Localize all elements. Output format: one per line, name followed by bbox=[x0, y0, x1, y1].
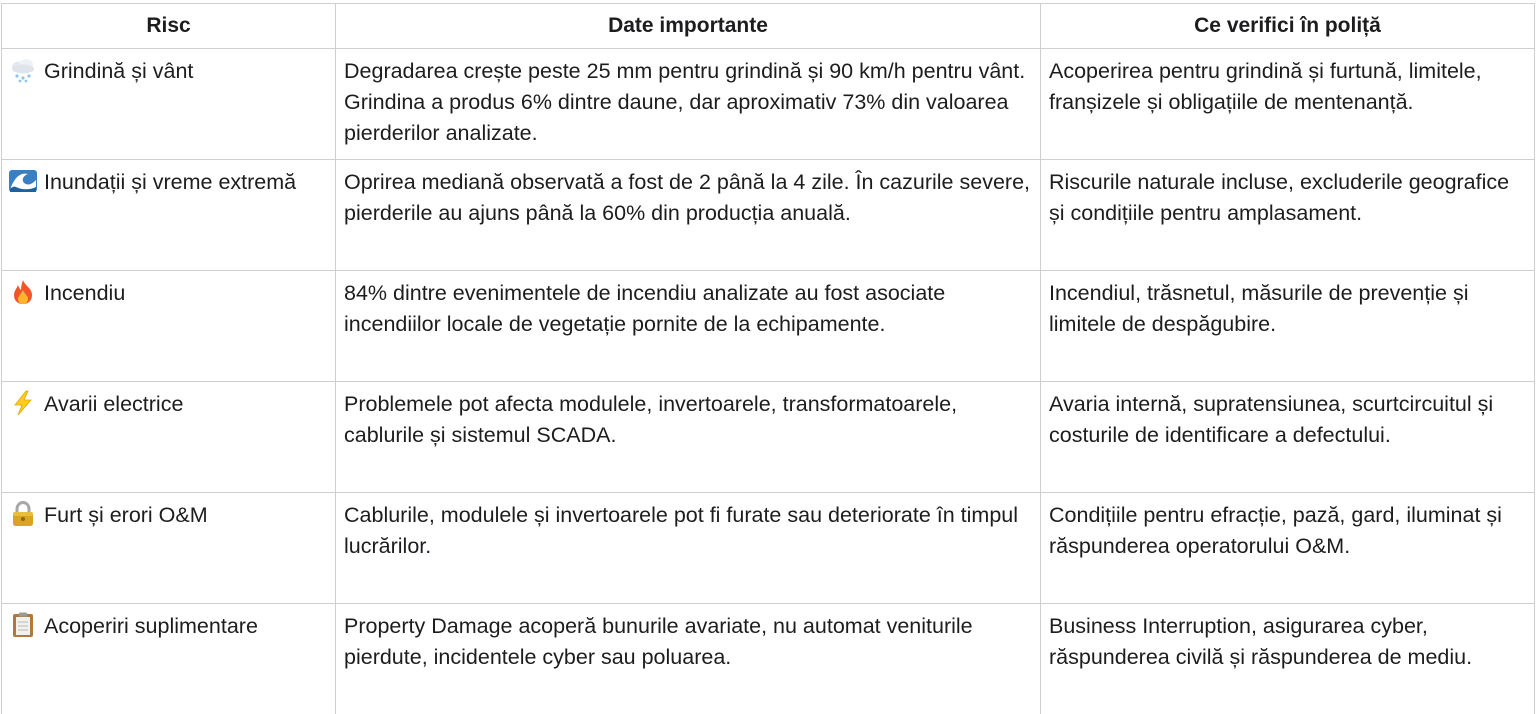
table-row bbox=[2, 382, 1535, 493]
clipboard-icon bbox=[8, 612, 38, 638]
table-row bbox=[2, 604, 1535, 714]
risk-cell bbox=[2, 382, 336, 493]
risk-label: Inundații și vreme extremă bbox=[44, 170, 297, 194]
risk-table bbox=[1, 3, 1535, 714]
table-row bbox=[2, 160, 1535, 271]
lightning-icon bbox=[8, 390, 38, 416]
policy-check-cell: Acoperirea pentru grindină și furtună, limitele, franșizele și obligațiile de mentenanță. bbox=[1041, 49, 1535, 160]
data-cell: Degradarea crește peste 25 mm pentru grindină și 90 km/h pentru vânt. Grindina a produs 6% dintre daune, dar aproximativ 73% din valoarea pierderilor analizate. bbox=[336, 49, 1041, 160]
policy-check-cell: Business Interruption, asigurarea cyber, răspunderea civilă și răspunderea de mediu. bbox=[1041, 604, 1535, 714]
table-row bbox=[2, 493, 1535, 604]
risk-cell bbox=[2, 493, 336, 604]
hail-cloud-icon bbox=[8, 57, 38, 83]
table-row bbox=[2, 49, 1535, 160]
risk-cell bbox=[2, 160, 336, 271]
policy-check-cell: Riscurile naturale incluse, excluderile geografice și condițiile pentru amplasament. bbox=[1041, 160, 1535, 271]
policy-check-cell: Condițiile pentru efracție, pază, gard, iluminat și răspunderea operatorului O&M. bbox=[1041, 493, 1535, 604]
policy-check-cell: Avaria internă, supratensiunea, scurtcircuitul și costurile de identificare a defectului. bbox=[1041, 382, 1535, 493]
risk-label: Furt și erori O&M bbox=[44, 503, 208, 527]
header-important-data: Date importante bbox=[336, 4, 1041, 49]
header-policy-check: Ce verifici în poliță bbox=[1041, 4, 1535, 49]
header-risk: Risc bbox=[2, 4, 336, 49]
risk-cell bbox=[2, 271, 336, 382]
table-header-row bbox=[2, 4, 1535, 49]
risk-label: Grindină și vânt bbox=[44, 59, 194, 83]
wave-icon bbox=[8, 168, 38, 194]
risk-label: Avarii electrice bbox=[44, 392, 184, 416]
data-cell: Property Damage acoperă bunurile avariate, nu automat veniturile pierdute, incidentele cyber sau poluarea. bbox=[336, 604, 1041, 714]
lock-icon bbox=[8, 501, 38, 527]
risk-cell bbox=[2, 49, 336, 160]
risk-label: Incendiu bbox=[44, 281, 126, 305]
table-row bbox=[2, 271, 1535, 382]
risk-cell bbox=[2, 604, 336, 714]
fire-icon bbox=[8, 279, 38, 305]
policy-check-cell: Incendiul, trăsnetul, măsurile de prevenție și limitele de despăgubire. bbox=[1041, 271, 1535, 382]
data-cell: 84% dintre evenimentele de incendiu analizate au fost asociate incendiilor locale de vegetație pornite de la echipamente. bbox=[336, 271, 1041, 382]
data-cell: Problemele pot afecta modulele, invertoarele, transformatoarele, cablurile și sistemul SCADA. bbox=[336, 382, 1041, 493]
data-cell: Cablurile, modulele și invertoarele pot fi furate sau deteriorate în timpul lucrărilor. bbox=[336, 493, 1041, 604]
risk-label: Acoperiri suplimentare bbox=[44, 614, 258, 638]
data-cell: Oprirea mediană observată a fost de 2 până la 4 zile. În cazurile severe, pierderile au ajuns până la 60% din producția anuală. bbox=[336, 160, 1041, 271]
